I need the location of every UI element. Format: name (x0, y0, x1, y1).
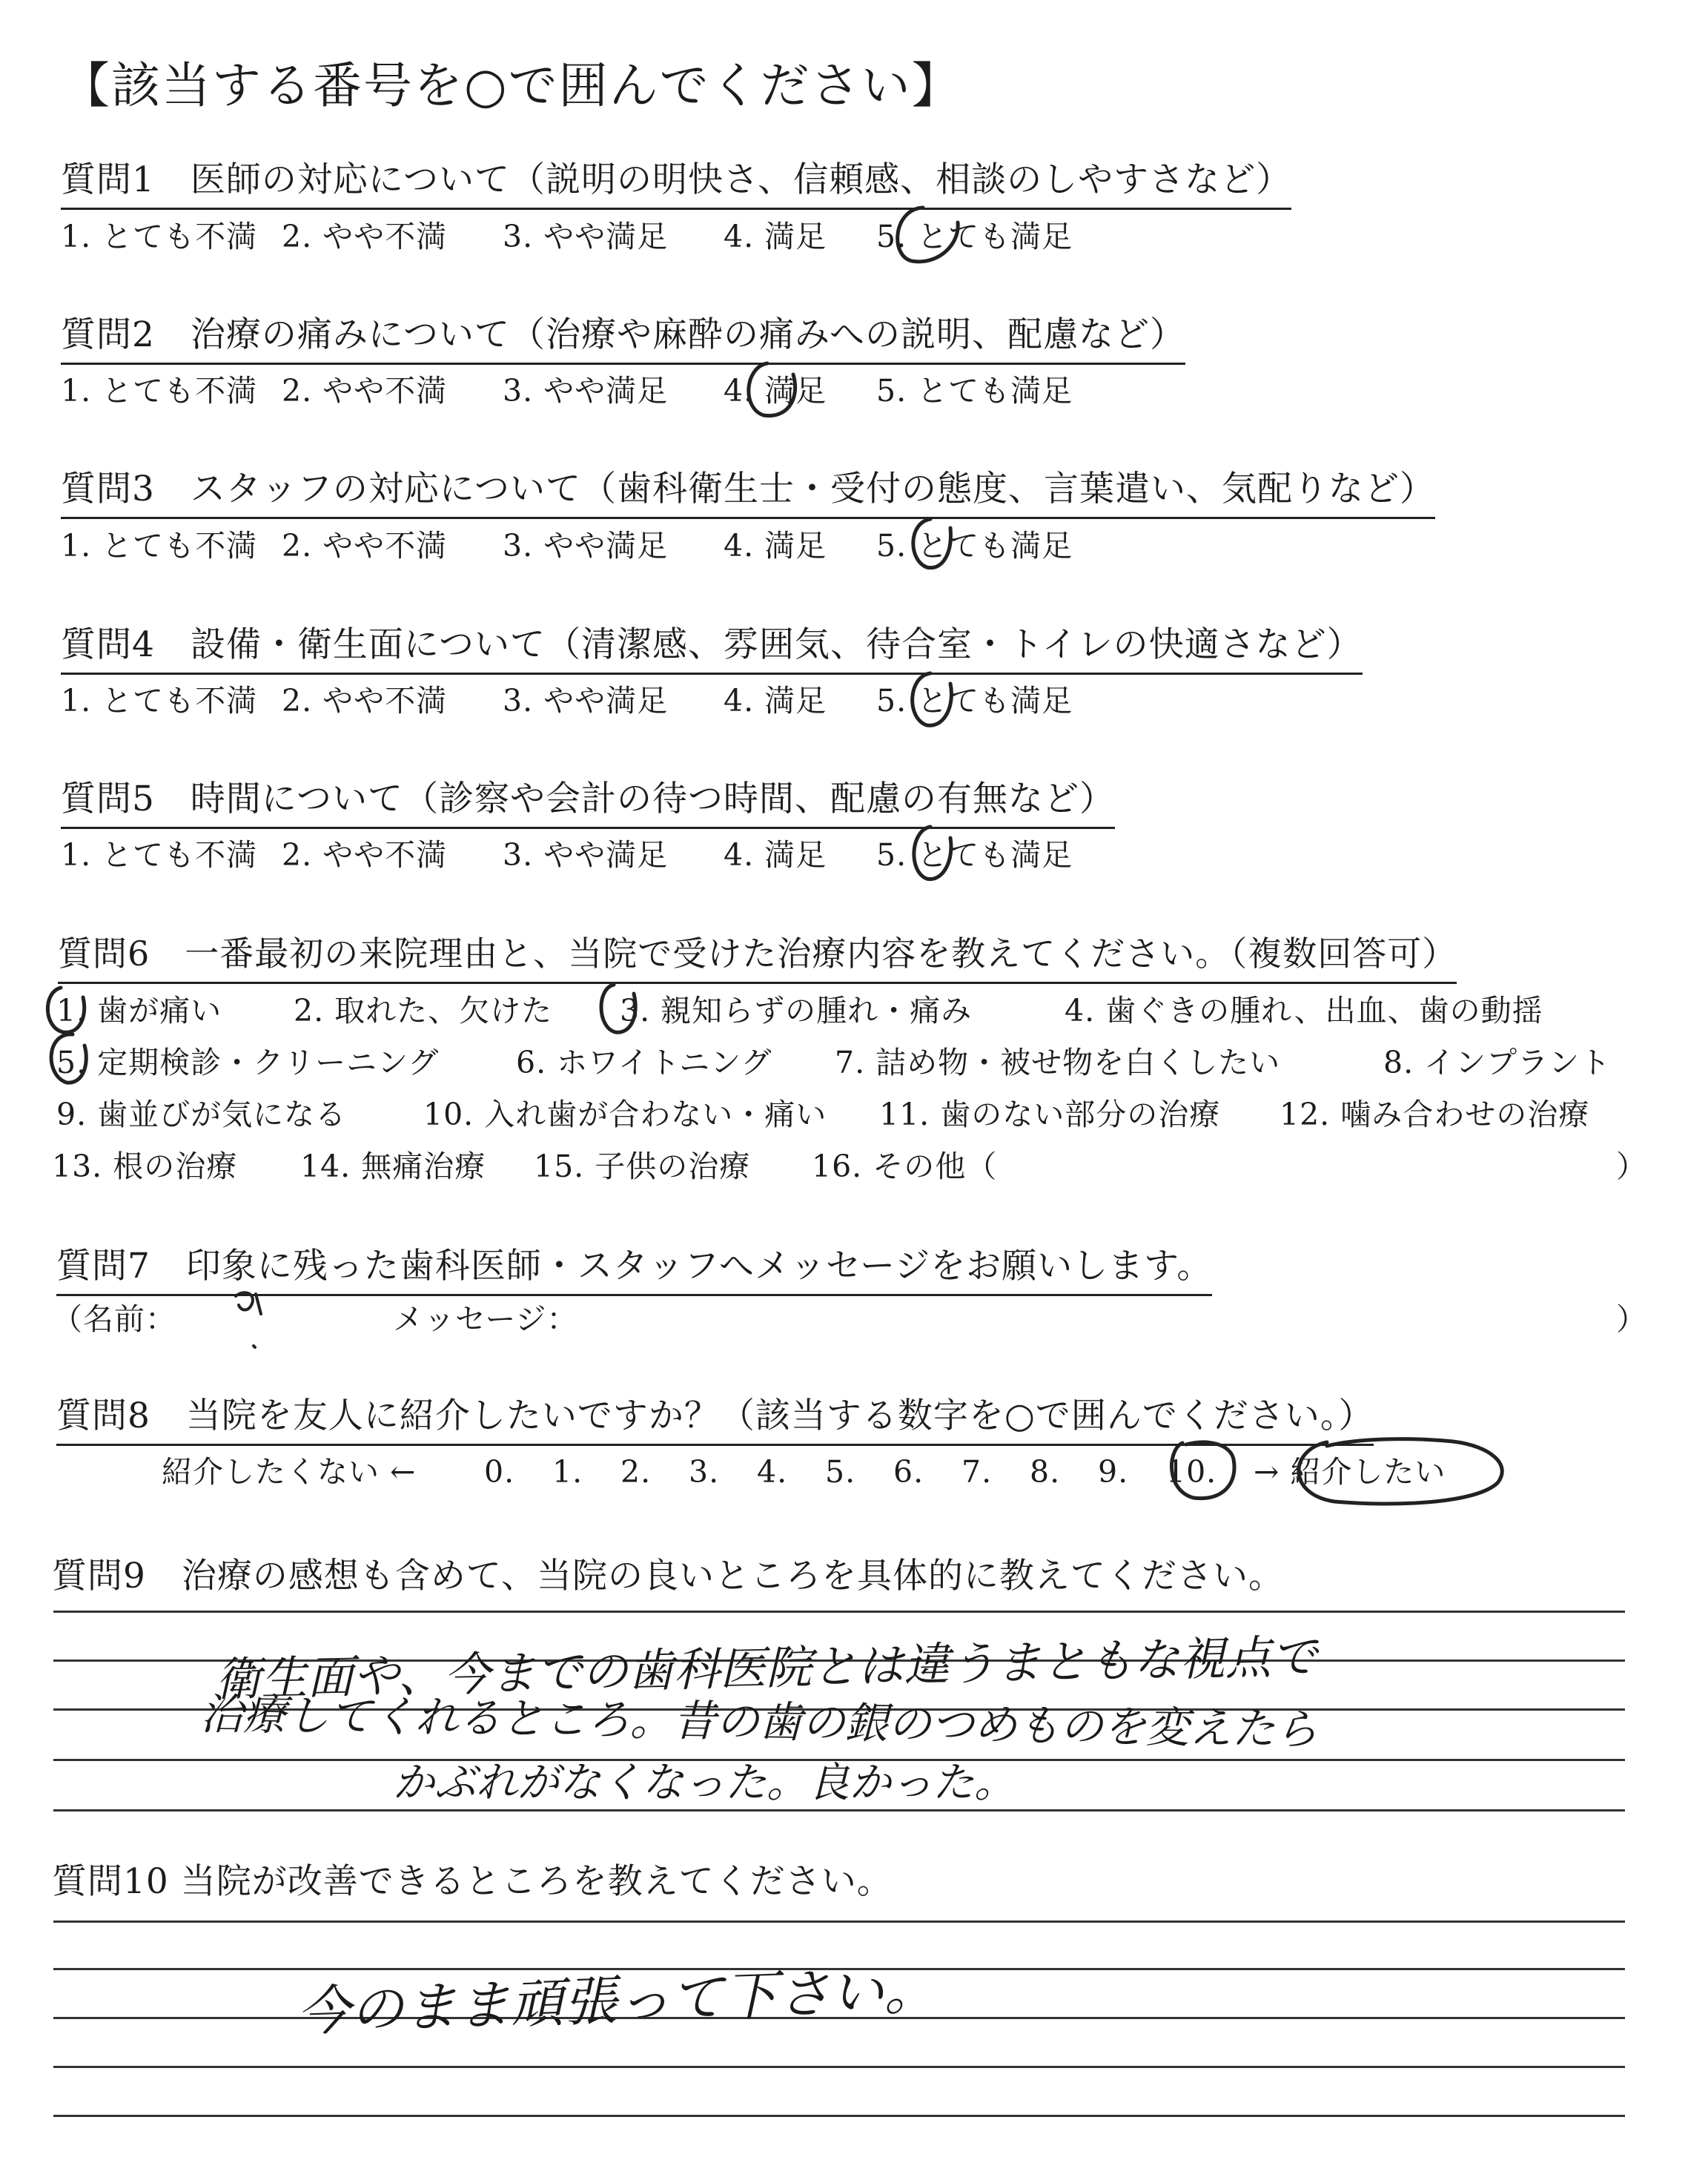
recommend-scale (162, 1447, 1446, 1491)
question-8-label: 質問8 当院を友人に紹介したいですか？（該当する数字を○で囲んでください。） (56, 1388, 1374, 1446)
option-1[interactable]: 1. とても不満 (61, 837, 258, 873)
page-title: 【該当する番号を○で囲んでください】 (61, 57, 962, 114)
question-9-label: 質問9 治療の感想も含めて、当院の良いところを具体的に教えてください。 (52, 1556, 1284, 1596)
option-5[interactable]: 5. とても満足 (876, 837, 1073, 873)
scale-7[interactable]: 7. (961, 1454, 993, 1490)
scale-10[interactable]: 10. (1166, 1454, 1217, 1490)
question-5-label: 質問5 時間について（診察や会計の待つ時間、配慮の有無など） (61, 771, 1115, 829)
name-dot-mark (254, 1346, 255, 1347)
question-4-options (61, 676, 1073, 720)
option-5[interactable]: 5. とても満足 (876, 373, 1073, 409)
question-2-options (61, 366, 1073, 410)
option-7[interactable]: 7. 詰め物・被せ物を白くしたい (835, 1045, 1281, 1080)
answer-line (53, 2115, 1625, 2117)
option-10[interactable]: 10. 入れ歯が合わない・痛い (423, 1097, 827, 1132)
option-3[interactable]: 3. やや満足 (503, 837, 669, 873)
option-3[interactable]: 3. やや満足 (503, 528, 669, 564)
question-4-label: 質問4 設備・衛生面について（清潔感、雰囲気、待合室・トイレの快適さなど） (61, 617, 1363, 675)
option-5[interactable]: 5. 定期検診・クリーニング (56, 1045, 440, 1080)
q9-handwritten-line-1: 衛生面や、今までの歯科医院とは違うまともな視点で (214, 1629, 1318, 1707)
scale-4[interactable]: 4. (757, 1454, 788, 1490)
option-1[interactable]: 1. とても不満 (61, 219, 258, 254)
name-label: （名前： (52, 1301, 176, 1337)
question-2-label: 質問2 治療の痛みについて（治療や麻酔の痛みへの説明、配慮など） (61, 307, 1185, 365)
message-close-paren: ） (1616, 1301, 1647, 1337)
option-11[interactable]: 11. 歯のない部分の治療 (879, 1097, 1221, 1132)
question-3-label: 質問3 スタッフの対応について（歯科衛生士・受付の態度、言葉遣い、気配りなど） (61, 461, 1435, 519)
option-3[interactable]: 3. やや満足 (503, 373, 669, 409)
scale-1[interactable]: 1. (552, 1454, 583, 1490)
option-14[interactable]: 14. 無痛治療 (300, 1149, 486, 1184)
scale-0[interactable]: 0. (484, 1454, 515, 1490)
option-4[interactable]: 4. 満足 (724, 837, 827, 873)
option-1[interactable]: 1. とても不満 (61, 373, 258, 409)
q9-handwritten-line-2: 治療してくれるところ。昔の歯の銀のつめものを変えたら (199, 1688, 1319, 1755)
question-6-row-3 (56, 1090, 1589, 1134)
option-2[interactable]: 2. 取れた、欠けた (294, 993, 553, 1028)
option-5[interactable]: 5. とても満足 (876, 683, 1073, 719)
answer-line (53, 2066, 1625, 2068)
option-4[interactable]: 4. 歯ぐきの腫れ、出血、歯の動揺 (1065, 993, 1543, 1028)
scale-6[interactable]: 6. (893, 1454, 924, 1490)
message-label: メッセージ： (393, 1301, 578, 1337)
question-10-label: 質問10 当院が改善できるところを教えてください。 (52, 1861, 893, 1902)
option-5[interactable]: 5. とても満足 (876, 219, 1073, 254)
option-1[interactable]: 1. とても不満 (61, 528, 258, 564)
option-6[interactable]: 6. ホワイトニング (516, 1045, 772, 1080)
other-close-paren: ） (1616, 1149, 1647, 1184)
question-3-options (61, 521, 1073, 565)
question-1-options (61, 212, 1073, 256)
question-6-row-4 (52, 1142, 997, 1186)
question-6-row-2 (56, 1038, 1611, 1082)
option-2[interactable]: 2. やや不満 (282, 528, 448, 564)
scale-8[interactable]: 8. (1030, 1454, 1061, 1490)
option-13[interactable]: 13. 根の治療 (52, 1149, 238, 1184)
question-6-row-1 (56, 986, 1543, 1030)
option-2[interactable]: 2. やや不満 (282, 219, 448, 254)
option-4[interactable]: 4. 満足 (724, 373, 827, 409)
question-5-options (61, 830, 1073, 874)
scale-9[interactable]: 9. (1098, 1454, 1129, 1490)
option-2[interactable]: 2. やや不満 (282, 373, 448, 409)
option-4[interactable]: 4. 満足 (724, 528, 827, 564)
scale-left-label: 紹介したくない ← (162, 1454, 417, 1490)
question-7-label: 質問7 印象に残った歯科医師・スタッフへメッセージをお願いします。 (56, 1238, 1212, 1296)
option-9[interactable]: 9. 歯並びが気になる (56, 1097, 347, 1132)
q10-handwritten: 今のまま頑張って下さい。 (296, 1958, 939, 2044)
answer-line (53, 1920, 1625, 1923)
question-1-label: 質問1 医師の対応について（説明の明快さ、信頼感、相談のしやすさなど） (61, 152, 1291, 210)
option-2[interactable]: 2. やや不満 (282, 837, 448, 873)
option-8[interactable]: 8. インプラント (1383, 1045, 1612, 1080)
option-1[interactable]: 1. 歯が痛い (56, 993, 222, 1028)
option-12[interactable]: 12. 噛み合わせの治療 (1280, 1097, 1590, 1132)
option-2[interactable]: 2. やや不満 (282, 683, 448, 719)
option-4[interactable]: 4. 満足 (724, 683, 827, 719)
option-5[interactable]: 5. とても満足 (876, 528, 1073, 564)
q9-handwritten-line-3: かぶれがなくなった。良かった。 (393, 1759, 1016, 1807)
scale-right-label: → 紹介したい (1254, 1454, 1446, 1490)
answer-line (53, 1611, 1625, 1613)
option-3[interactable]: 3. やや満足 (503, 683, 669, 719)
option-16[interactable]: 16. その他（ (812, 1149, 998, 1184)
option-3[interactable]: 3. 親知らずの腫れ・痛み (620, 993, 973, 1028)
option-1[interactable]: 1. とても不満 (61, 683, 258, 719)
scale-5[interactable]: 5. (825, 1454, 856, 1490)
scale-3[interactable]: 3. (689, 1454, 720, 1490)
scale-2[interactable]: 2. (620, 1454, 652, 1490)
answer-line (53, 1809, 1625, 1811)
option-15[interactable]: 15. 子供の治療 (534, 1149, 751, 1184)
option-3[interactable]: 3. やや満足 (503, 219, 669, 254)
option-4[interactable]: 4. 満足 (724, 219, 827, 254)
question-6-label: 質問6 一番最初の来院理由と、当院で受けた治療内容を教えてください。（複数回答可） (58, 927, 1457, 984)
